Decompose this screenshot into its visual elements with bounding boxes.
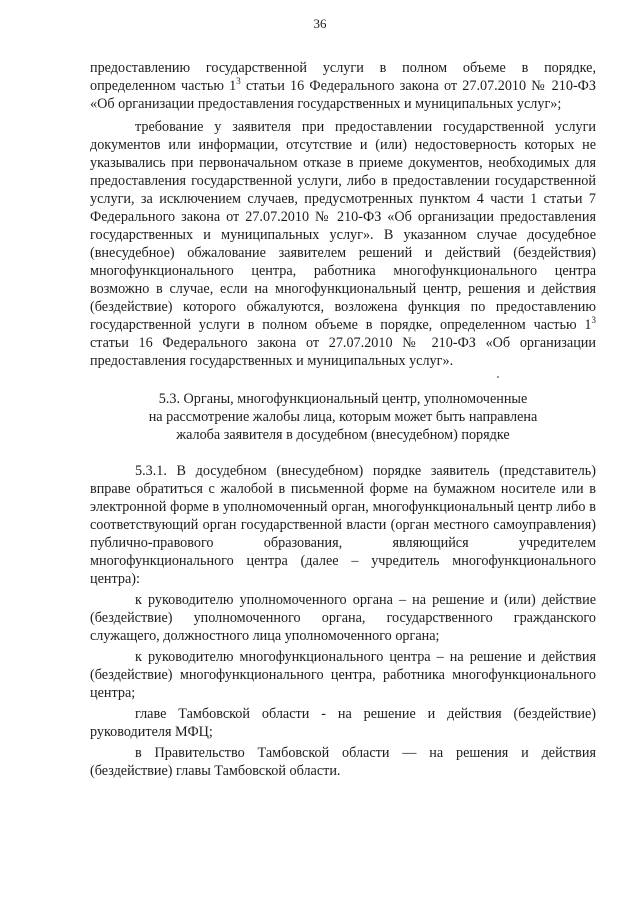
document-body bbox=[90, 59, 596, 780]
heading-line: 5.3. Органы, многофункциональный центр, уполномоченные bbox=[158, 391, 528, 407]
superscript: 3 bbox=[591, 315, 596, 325]
list-item: в Правительство Тамбовской области — на решения и действия (бездействие) главы Тамбовской области. bbox=[90, 745, 596, 779]
list-item: главе Тамбовской области - на решение и действия (бездействие) руководителя МФЦ; bbox=[90, 706, 596, 740]
scan-speck bbox=[497, 376, 499, 378]
page-number: 36 bbox=[313, 16, 327, 31]
paragraph-requirement bbox=[90, 118, 596, 370]
list-item: к руководителю многофункционального центра – на решение и действия (бездействие) многофункционального центра, работника многофункционального центра; bbox=[90, 649, 596, 701]
paragraph-text: статьи 16 Федерального закона от 27.07.2010 № 210-ФЗ «Об организации предоставления государственных и муниципальных услуг». bbox=[90, 335, 596, 369]
section-heading bbox=[90, 390, 596, 444]
paragraph-continuation bbox=[90, 59, 596, 113]
list-item: к руководителю уполномоченного органа – на решение и (или) действие (бездействие) уполномоченного органа, государственного гражданского служащего, должностного лица уполномоченного органа; bbox=[90, 592, 596, 644]
paragraph-text: статьи 16 Федерального закона от 27.07.2010 № 210-ФЗ «Об организации предоставления государственных и муниципальных услуг»; bbox=[90, 78, 596, 112]
superscript: 3 bbox=[236, 76, 241, 86]
heading-line: жалоба заявителя в досудебном (внесудебном) порядке bbox=[176, 427, 510, 443]
paragraph-5-3-1: 5.3.1. В досудебном (внесудебном) порядке заявитель (представитель) вправе обратиться с жалобой в письменной форме на бумажном носителе или в электронной форме в уполномоченный орган, многофункциональный центр либо в соответствующий орган государственной власти (орган местного самоуправления) публично-правового образования, являющийся учредителем многофункционального центра (далее – учредитель многофункционального центра): bbox=[90, 463, 596, 587]
paragraph-text: предоставлению государственной услуги в полном объеме в порядке, определенном частью 1 bbox=[90, 60, 596, 94]
heading-line: на рассмотрение жалобы лица, которым может быть направлена bbox=[148, 409, 538, 425]
paragraph-text: требование у заявителя при предоставлении государственной услуги документов или информации, отсутствие и (или) недостоверность которых не указывались при первоначальном отказе в приеме документов, необходимых для предоставления государственной услуги, либо в предоставлении государственной услуги, за исключением случаев, предусмотренных пунктом 4 части 1 статьи 7 Федерального закона от 27.07.2010 № 210-ФЗ «Об организации предоставления государственных и муниципальных услуг». В указанном случае досудебное (внесудебное) обжалование заявителем решений и действий (бездействия) многофункционального центра, работника многофункционального центра возможно в случае, если на многофункциональный центр, решения и действия (бездействие) которого обжалуются, возложена функция по предоставлению государственной услуги в полном объеме в порядке, определенном частью 1 bbox=[90, 119, 596, 333]
